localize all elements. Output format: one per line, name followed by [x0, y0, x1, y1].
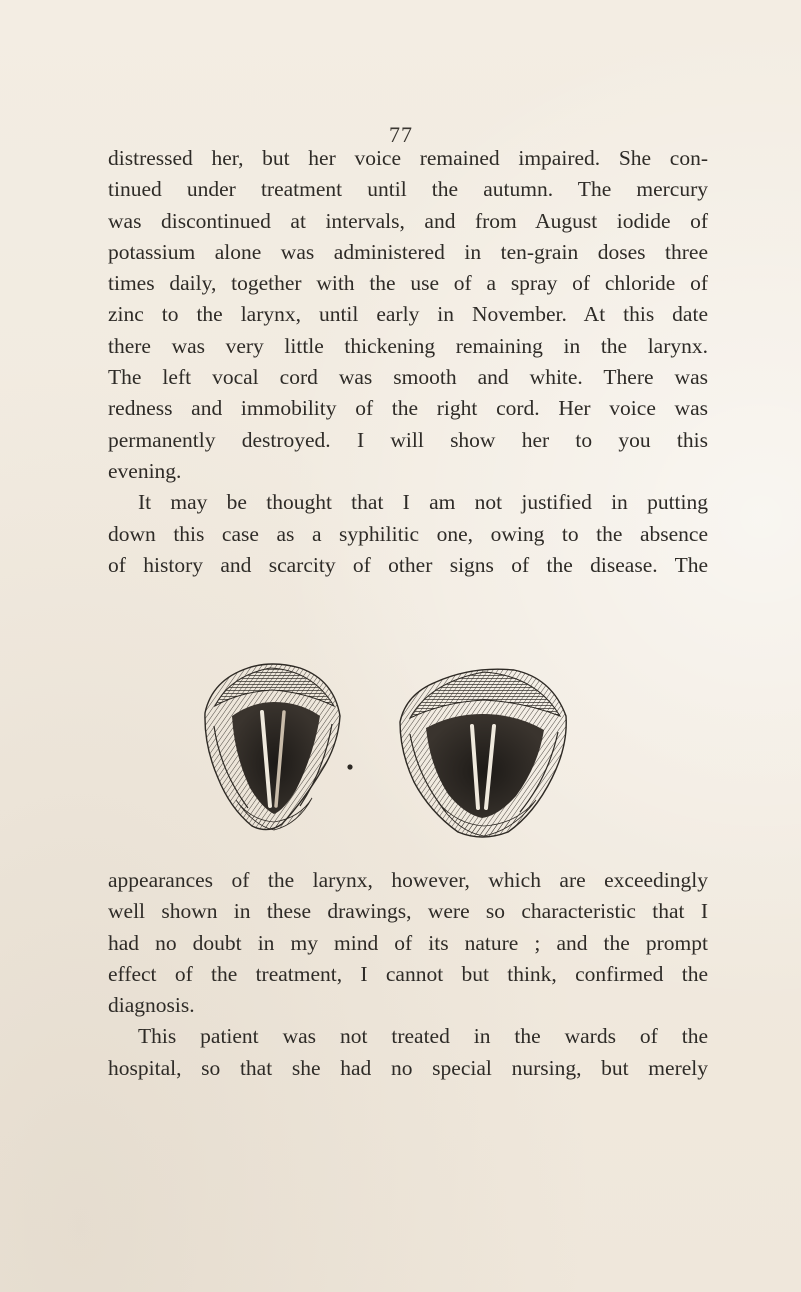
text-line: zinc to the larynx, until early in November. At this date: [108, 302, 708, 327]
text-line: tinued under treatment until the autumn. The mercury: [108, 177, 708, 202]
text-line: there was very little thickening remaining in the larynx.: [108, 333, 708, 358]
figure-dot: [347, 764, 352, 769]
text-line: distressed her, but her voice remained impaired. She con-: [108, 146, 708, 170]
text-line: hospital, so that she had no special nursing, but merely: [108, 1055, 708, 1080]
text-line: had no doubt in my mind of its nature ; and the prompt: [108, 930, 708, 955]
text-line: of history and scarcity of other signs of the disease. The: [108, 552, 708, 577]
text-line: down this case as a syphilitic one, owing to the absence: [108, 521, 708, 546]
text-line: permanently destroyed. I will show her to you this: [108, 427, 708, 452]
text-line: effect of the treatment, I cannot but think, confirmed the: [108, 961, 708, 986]
larynx-drawing-left: [205, 664, 340, 830]
text-line: appearances of the larynx, however, which are exceedingly: [108, 868, 708, 892]
text-line: The left vocal cord was smooth and white. There was: [108, 365, 708, 390]
text-line: redness and immobility of the right cord. Her voice was: [108, 396, 708, 421]
text-line: was discontinued at intervals, and from August iodide of: [108, 208, 708, 233]
larynx-drawing-right: [400, 669, 566, 837]
text-line: It may be thought that I am not justified in putting: [138, 490, 708, 515]
text-block-top: [108, 143, 708, 581]
page-number: 77: [389, 122, 413, 147]
text-line: well shown in these drawings, were so characteristic that I: [108, 899, 708, 924]
text-line: times daily, together with the use of a spray of chloride of: [108, 271, 708, 296]
text-block-bottom: [108, 865, 708, 1084]
text-line: potassium alone was administered in ten-grain doses three: [108, 239, 708, 264]
text-line: diagnosis.: [108, 993, 195, 1018]
text-line: This patient was not treated in the wards of the: [138, 1024, 708, 1049]
text-line: evening.: [108, 458, 182, 483]
